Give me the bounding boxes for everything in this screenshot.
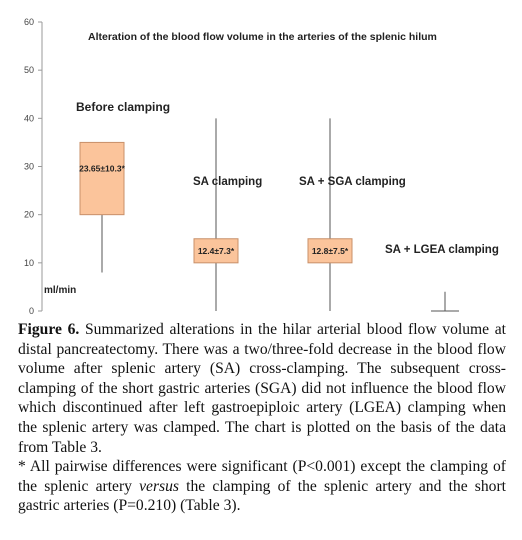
y-axis-label: ml/min	[44, 285, 77, 296]
mean-label: 12.4±7.3*	[197, 245, 235, 256]
y-tick-label: 10	[23, 257, 34, 268]
y-tick-label: 30	[23, 161, 34, 172]
caption-paragraph	[18, 320, 506, 457]
caption-note	[18, 457, 506, 516]
caption-note-emphasis: versus	[139, 477, 179, 495]
y-tick-label: 0	[28, 306, 34, 316]
box	[80, 142, 124, 214]
series-name-label: Before clamping	[76, 100, 171, 114]
series-name-label: SA + SGA clamping	[299, 176, 406, 188]
chart-title: Alteration of the blood flow volume in the arteries of the splenic hilum	[88, 31, 437, 43]
figure-label: Figure 6.	[18, 321, 80, 338]
y-tick-label: 50	[23, 65, 34, 76]
y-tick-label: 20	[23, 209, 34, 220]
y-tick-label: 40	[23, 113, 34, 124]
series-name-label: SA clamping	[193, 176, 263, 188]
y-tick-label: 60	[23, 17, 34, 27]
series-name-label: SA + LGEA clamping	[385, 244, 499, 256]
figure-caption	[18, 320, 506, 516]
caption-note-part1: * All pairwise differences were significant (P<0.001) except the clamping of the splenic artery	[18, 458, 506, 495]
caption-note-part2: the clamping of the splenic artery and the short gastric arteries (P=0.210) (Table 3).	[18, 477, 506, 515]
mean-label: 12.8±7.5*	[311, 245, 349, 256]
caption-text: Summarized alterations in the hilar arterial blood flow volume at distal pancreatectomy. There was a two/three-fold decrease in the blood flow volume after splenic artery (SA) cross-clamping. The subsequent cross-clamping of the short gastric arteries (SGA) did not influence the blood flow which discontinued after left gastroepiploic artery (LGEA) clamping when the splenic artery was clamped. The chart is plotted on the basis of the data from Table 3.	[18, 321, 506, 456]
mean-label: 23.65±10.3*	[79, 163, 125, 174]
